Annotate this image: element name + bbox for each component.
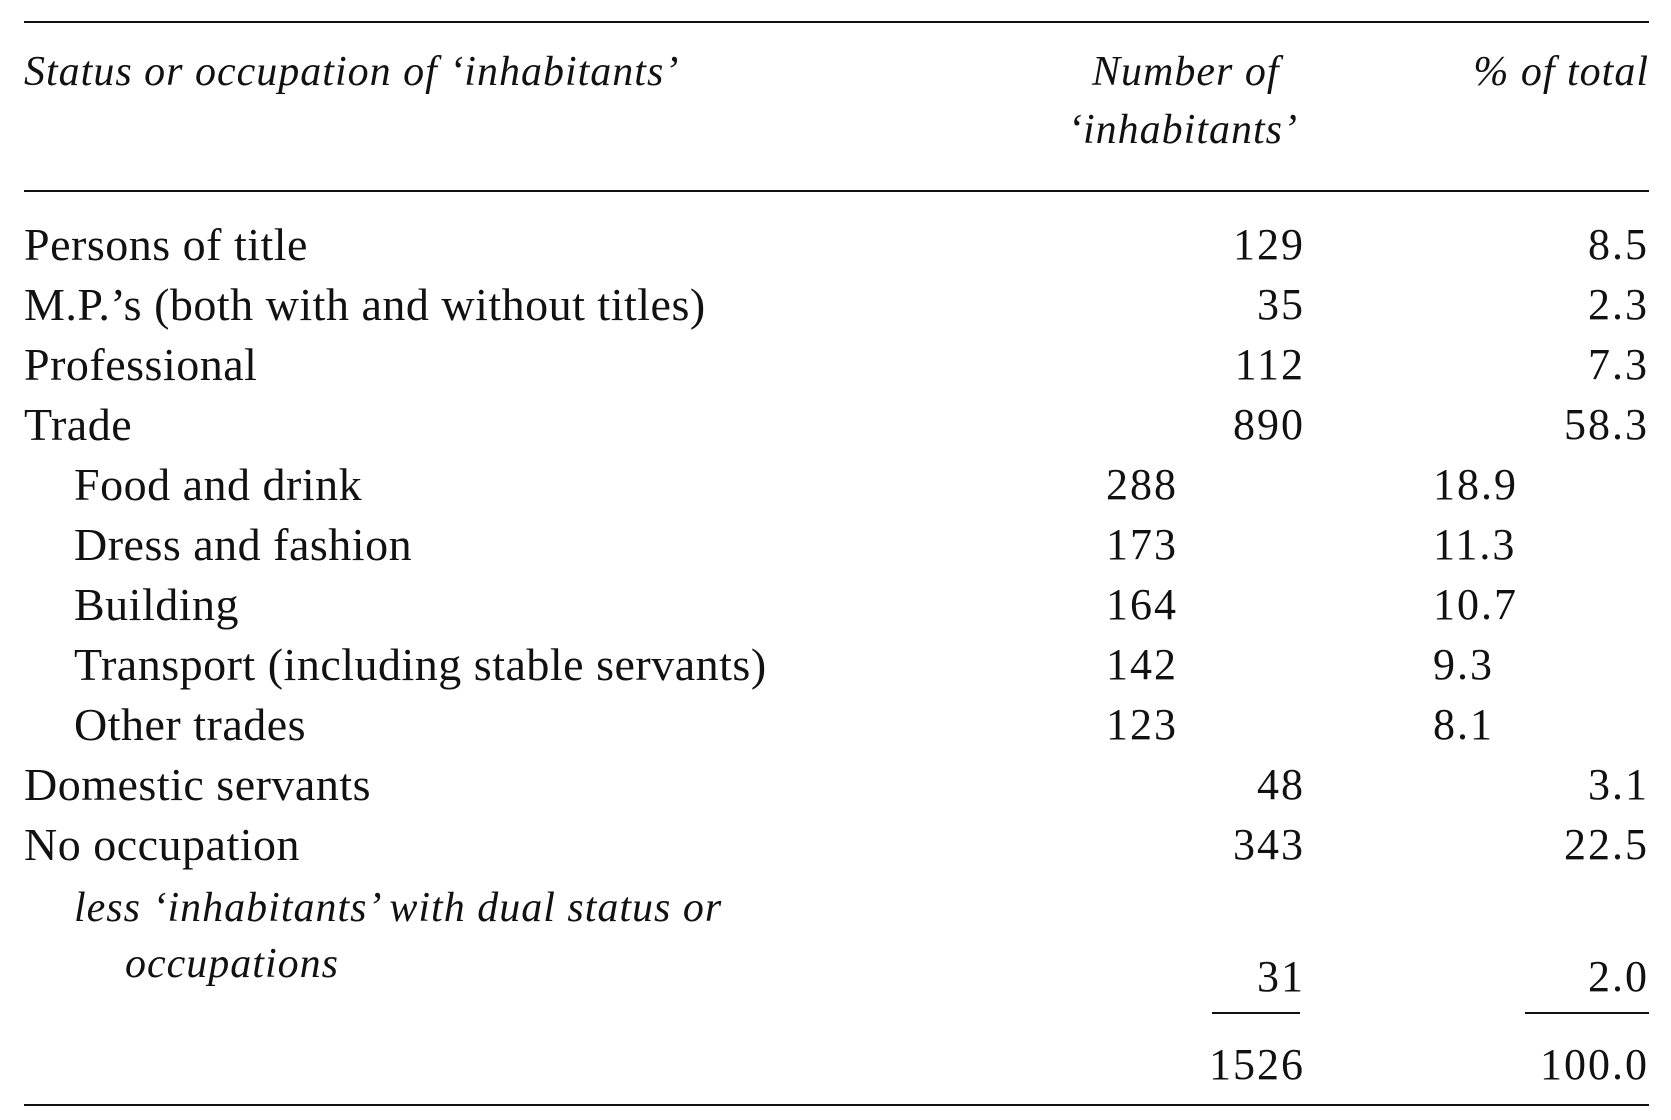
less-note-number: 31 xyxy=(1257,952,1305,1001)
bottom-rule xyxy=(24,1104,1649,1106)
number-cell: 343 xyxy=(1233,820,1305,869)
table-row xyxy=(0,456,1671,514)
number-cell: 48 xyxy=(1257,760,1305,809)
less-note-line1: less ‘inhabitants’ with dual status or xyxy=(74,885,723,931)
table-row xyxy=(0,396,1671,454)
sub-number-cell: 173 xyxy=(1106,520,1178,569)
sub-percent-cell: 8.1 xyxy=(1433,700,1494,749)
category-label: Domestic servants xyxy=(24,759,372,810)
header-percent-total: % of total xyxy=(1473,49,1649,95)
percent-cell: 3.1 xyxy=(1588,760,1649,809)
category-label: Trade xyxy=(24,399,133,450)
number-cell: 129 xyxy=(1233,220,1305,269)
table-row xyxy=(0,516,1671,574)
total-percent: 100.0 xyxy=(1540,1040,1649,1089)
table-row xyxy=(0,216,1671,274)
sub-number-cell: 123 xyxy=(1106,700,1178,749)
number-cell: 35 xyxy=(1257,280,1305,329)
table-row xyxy=(0,696,1671,754)
table-row xyxy=(0,636,1671,694)
sub-category-label: Dress and fashion xyxy=(74,519,413,570)
less-note-percent: 2.0 xyxy=(1588,952,1649,1001)
total-rule-number xyxy=(1212,1012,1300,1014)
table-row xyxy=(0,336,1671,394)
percent-cell: 22.5 xyxy=(1564,820,1649,869)
percent-cell: 58.3 xyxy=(1564,400,1649,449)
header-number-line1: Number of xyxy=(1092,49,1280,95)
table-row xyxy=(0,276,1671,334)
table-row xyxy=(0,816,1671,874)
sub-percent-cell: 9.3 xyxy=(1433,640,1494,689)
sub-number-cell: 164 xyxy=(1106,580,1178,629)
total-rule-percent xyxy=(1525,1012,1649,1014)
sub-percent-cell: 11.3 xyxy=(1433,520,1517,569)
category-label: Professional xyxy=(24,339,258,390)
percent-cell: 7.3 xyxy=(1588,340,1649,389)
category-label: Persons of title xyxy=(24,219,308,270)
sub-percent-cell: 10.7 xyxy=(1433,580,1518,629)
number-cell: 112 xyxy=(1234,340,1305,389)
total-number: 1526 xyxy=(1209,1040,1305,1089)
less-note-line2: occupations xyxy=(125,941,339,987)
sub-number-cell: 142 xyxy=(1106,640,1178,689)
header-status-occupation: Status or occupation of ‘inhabitants’ xyxy=(24,49,680,95)
header-rule xyxy=(24,190,1649,192)
percent-cell: 2.3 xyxy=(1588,280,1649,329)
sub-category-label: Building xyxy=(74,579,240,630)
sub-number-cell: 288 xyxy=(1106,460,1178,509)
top-rule xyxy=(24,21,1649,23)
sub-category-label: Transport (including stable servants) xyxy=(74,639,767,690)
sub-category-label: Food and drink xyxy=(74,459,363,510)
sub-percent-cell: 18.9 xyxy=(1433,460,1518,509)
header-number-line2: ‘inhabitants’ xyxy=(1068,107,1298,153)
category-label: M.P.’s (both with and without titles) xyxy=(24,279,706,330)
sub-category-label: Other trades xyxy=(74,699,307,750)
table-row xyxy=(0,576,1671,634)
percent-cell: 8.5 xyxy=(1588,220,1649,269)
category-label: No occupation xyxy=(24,819,301,870)
number-cell: 890 xyxy=(1233,400,1305,449)
table-row xyxy=(0,756,1671,814)
